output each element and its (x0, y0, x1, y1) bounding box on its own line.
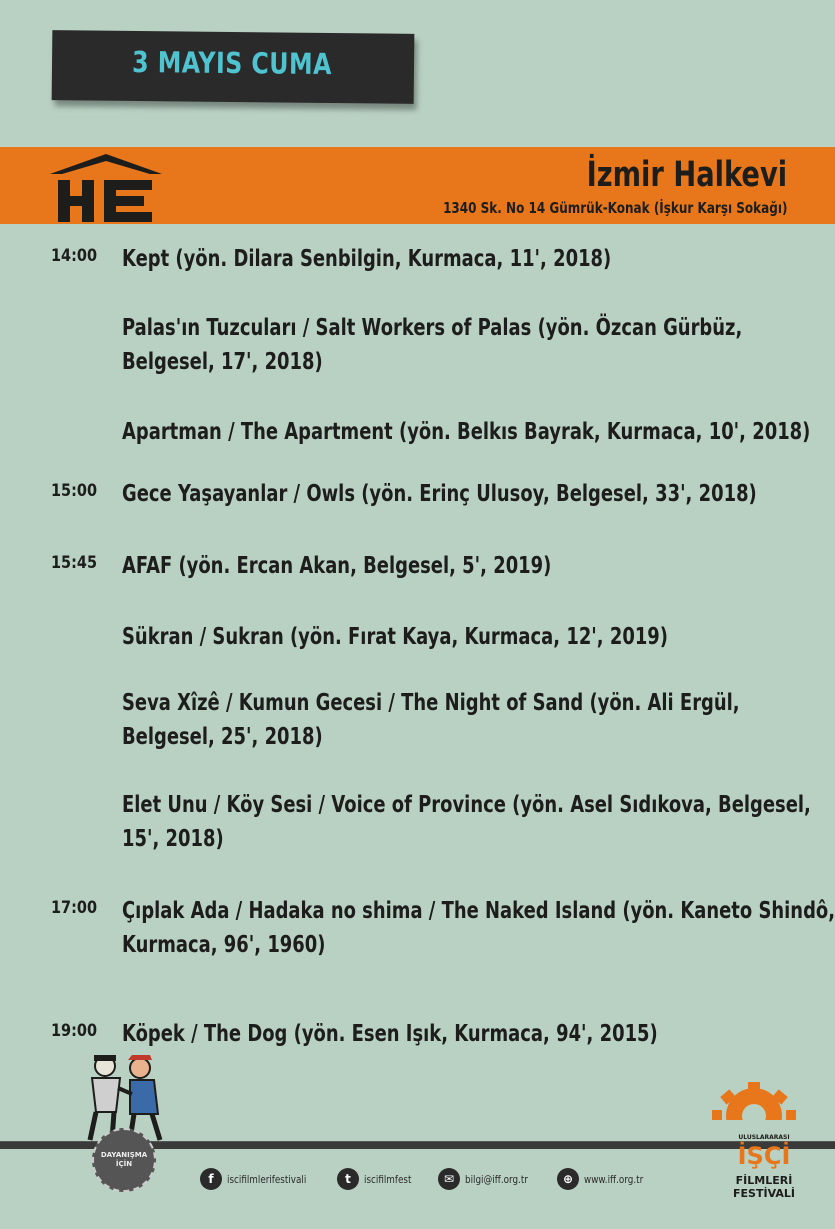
film-entry: Elet Unu / Köy Sesi / Voice of Province (yön. Asel Sıdıkova, Belgesel, (122, 792, 811, 818)
film-entry: Köpek / The Dog (yön. Esen Işık, Kurmaca, 94', 2015) (122, 1021, 658, 1047)
film-entry: 15', 2018) (122, 826, 224, 852)
screening-time: 14:00 (51, 246, 98, 266)
gear-icon (708, 1080, 800, 1136)
brand-top: ULUSLARARASI (738, 1134, 790, 1141)
screening-time: 17:00 (51, 898, 98, 918)
social-link[interactable] (200, 1168, 326, 1190)
film-entry: AFAF (yön. Ercan Akan, Belgesel, 5', 2019) (122, 553, 552, 579)
venue-header (0, 147, 835, 224)
twitter-icon: t (337, 1168, 359, 1190)
venue-address: 1340 Sk. No 14 Gümrük-Konak (İşkur Karşı Sokağı) (442, 199, 787, 217)
film-entry: Çıplak Ada / Hadaka no shima / The Naked Island (yön. Kaneto Shindô, (122, 898, 835, 924)
film-entry: Seva Xîzê / Kumun Gecesi / The Night of Sand (yön. Ali Ergül, (122, 690, 740, 716)
social-label: iscifilmlerifestivali (227, 1172, 307, 1186)
film-entry: Sükran / Sukran (yön. Fırat Kaya, Kurmaca, 12', 2019) (122, 624, 668, 650)
date-label: 3 MAYIS CUMA (131, 44, 333, 82)
screening-time: 15:45 (51, 553, 98, 573)
brand-main: İŞÇİ (737, 1142, 791, 1170)
film-entry: Belgesel, 25', 2018) (122, 724, 323, 750)
film-entry: Gece Yaşayanlar / Owls (yön. Erinç Ulusoy, Belgesel, 33', 2018) (122, 481, 757, 507)
film-entry: Belgesel, 17', 2018) (122, 349, 323, 375)
solidarity-stamp: DAYANIŞMA İÇİN (92, 1128, 156, 1192)
halkevi-logo-icon (50, 152, 162, 222)
web-icon: ⊕ (557, 1168, 579, 1190)
brand-sub1: FİLMLERİ (735, 1174, 793, 1187)
social-label: iscifilmfest (364, 1172, 412, 1186)
social-link[interactable] (557, 1168, 658, 1190)
social-label: www.iff.org.tr (584, 1172, 644, 1186)
film-entry: Kurmaca, 96', 1960) (122, 932, 326, 958)
film-entry: Palas'ın Tuzcuları / Salt Workers of Palas (yön. Özcan Gürbüz, (122, 315, 743, 341)
facebook-icon: f (200, 1168, 222, 1190)
social-label: bilgi@iff.org.tr (465, 1172, 528, 1186)
brand-sub2: FESTİVALİ (733, 1187, 795, 1200)
venue-name: İzmir Halkevi (586, 155, 787, 195)
date-banner (52, 30, 415, 104)
festival-logo (706, 1080, 800, 1210)
social-link[interactable] (337, 1168, 423, 1190)
film-entry: Apartman / The Apartment (yön. Belkıs Bayrak, Kurmaca, 10', 2018) (122, 419, 811, 445)
social-link[interactable] (438, 1168, 544, 1190)
mail-icon: ✉ (438, 1168, 460, 1190)
film-entry: Kept (yön. Dilara Senbilgin, Kurmaca, 11', 2018) (122, 246, 612, 272)
screening-time: 15:00 (51, 481, 98, 501)
screening-time: 19:00 (51, 1021, 98, 1041)
